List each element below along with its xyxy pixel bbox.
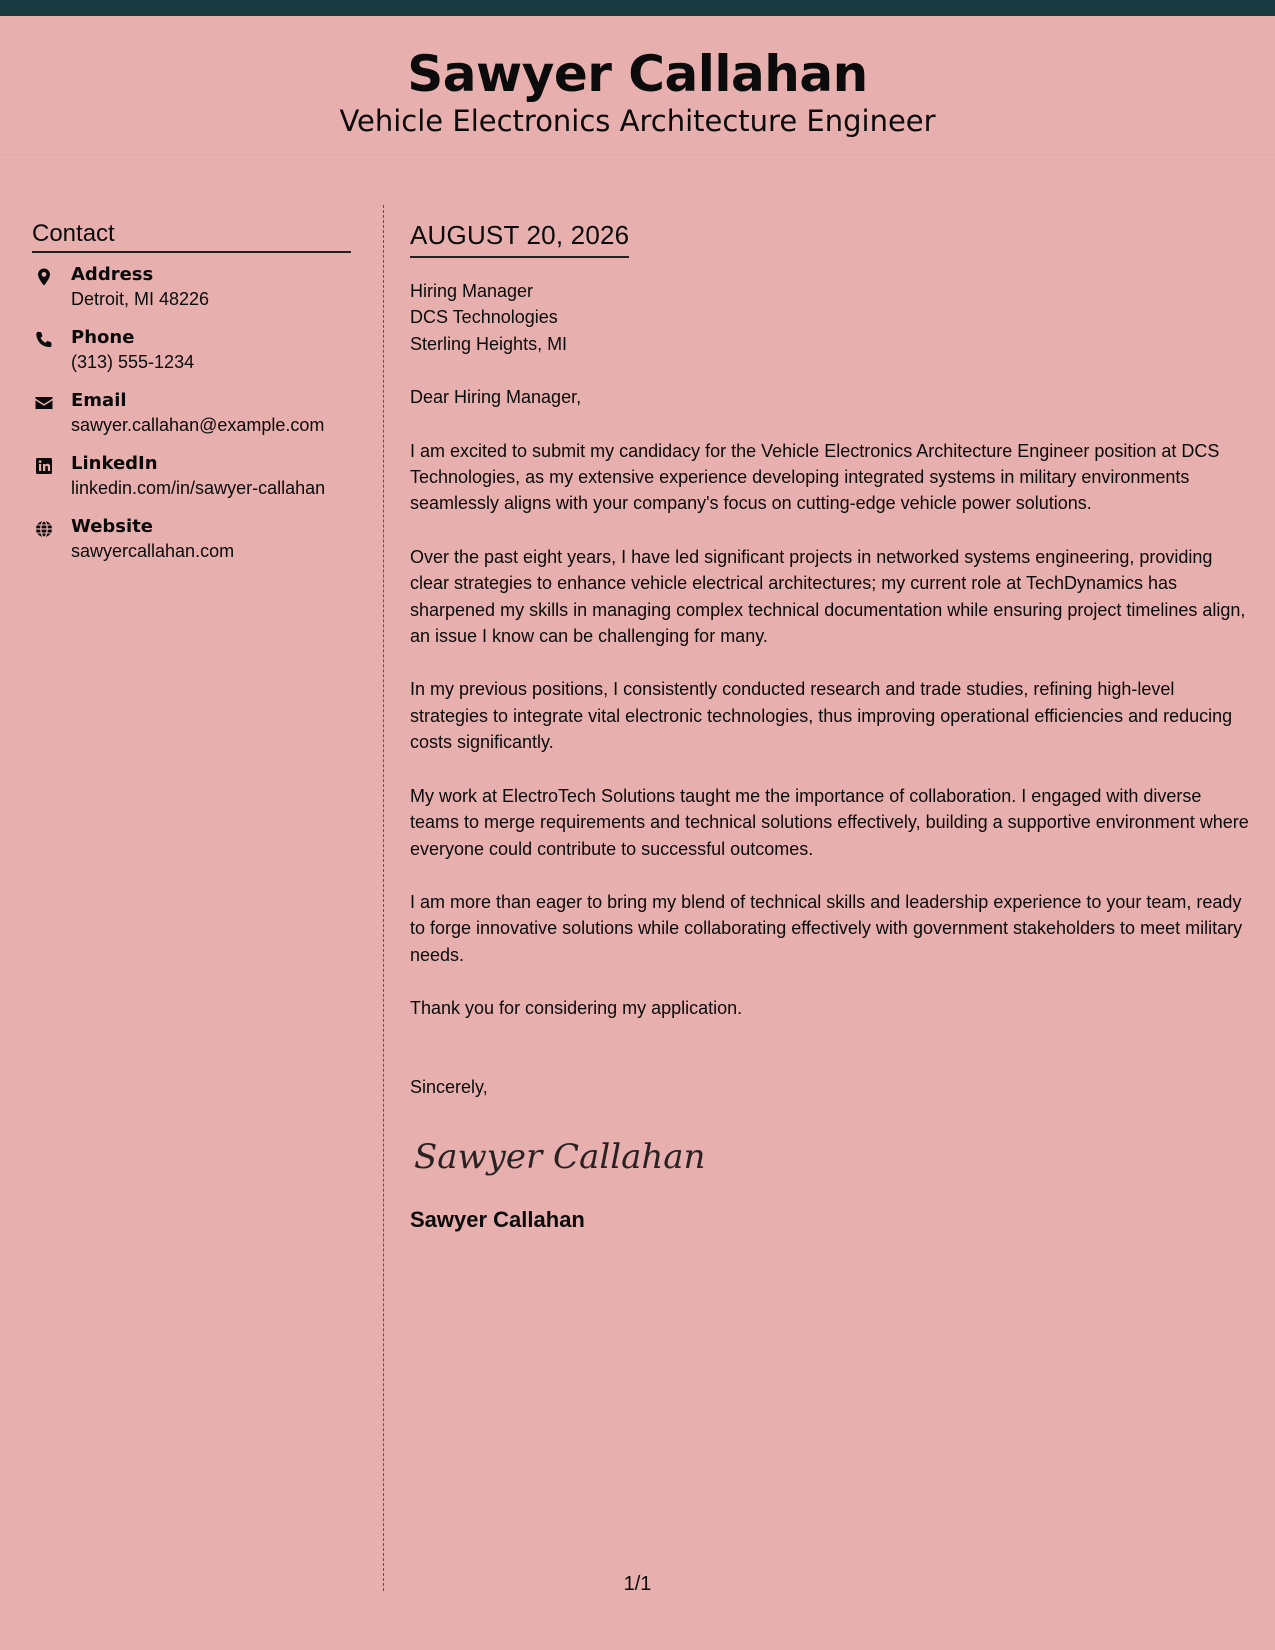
body-paragraph: In my previous positions, I consistently conducted research and trade studies, refining high-level strategies to integrate vital electronic technologies, thus improving operational efficiencies and reducing costs significantly.: [410, 679, 1233, 753]
top-accent-bar: [0, 0, 1275, 16]
letter-body: [410, 218, 1250, 1235]
contact-item-linkedin: [32, 452, 351, 515]
contact-value: sawyer.callahan@example.com: [71, 415, 325, 435]
globe-icon: [34, 519, 54, 539]
contact-list: [32, 263, 351, 578]
recipient-line: Hiring Manager: [410, 281, 534, 301]
recipient-line: Sterling Heights, MI: [410, 333, 568, 354]
thank-you-line: Thank you for considering my application.: [410, 998, 743, 1019]
page-header: [0, 16, 1275, 155]
closing: Sincerely,: [410, 1076, 488, 1097]
signature-text: Sawyer Callahan: [414, 1136, 706, 1177]
signature-image: [410, 1128, 730, 1184]
linkedin-icon: [34, 456, 54, 476]
body-paragraph: My work at ElectroTech Solutions taught me the importance of collaboration. I engaged with diverse teams to merge requirements and technical solutions effectively, building a supportive environment where everyone could contribute to successful outcomes.: [410, 785, 1249, 859]
phone-icon: [34, 330, 54, 350]
applicant-title: Vehicle Electronics Architecture Engineer: [339, 104, 936, 138]
body-paragraph: I am more than eager to bring my blend of technical skills and leadership experience to your team, ready to forge innovative solutions while collaborating effectively with government stakeholders to meet military needs.: [410, 891, 1243, 965]
page-number: 1/1: [623, 1573, 652, 1595]
recipient-block: [410, 278, 1250, 357]
contact-label: Website: [71, 516, 154, 537]
contact-item-website: [32, 515, 351, 578]
contact-heading: Contact: [32, 218, 351, 253]
contact-value: (313) 555-1234: [71, 352, 195, 372]
map-pin-icon: [34, 267, 54, 287]
contact-value[interactable]: linkedin.com/in/sawyer-callahan: [71, 478, 326, 498]
contact-item-email: [32, 389, 351, 452]
contact-sidebar: [32, 218, 351, 578]
contact-value: Detroit, MI 48226: [71, 289, 210, 309]
contact-item-phone: [32, 326, 351, 389]
contact-label: Phone: [71, 327, 135, 348]
applicant-name: Sawyer Callahan: [407, 45, 868, 103]
signer-name: Sawyer Callahan: [410, 1207, 585, 1233]
recipient-line: DCS Technologies: [410, 307, 558, 328]
column-divider: [383, 205, 384, 1591]
contact-label: LinkedIn: [71, 453, 158, 474]
contact-item-address: [32, 263, 351, 326]
contact-label: Email: [71, 390, 127, 411]
body-paragraph: I am excited to submit my candidacy for the Vehicle Electronics Architecture Engineer position at DCS Technologies, as my extensive experience developing integrated systems in military environments seamlessly aligns with your company's focus on cutting-edge vehicle power solutions.: [410, 440, 1220, 514]
date-block: [410, 218, 629, 258]
contact-value[interactable]: sawyercallahan.com: [71, 541, 235, 561]
envelope-icon: [34, 393, 54, 413]
contact-label: Address: [71, 264, 154, 285]
letter-date: AUGUST 20, 2026: [410, 220, 630, 250]
salutation: Dear Hiring Manager,: [410, 387, 582, 408]
body-paragraph: Over the past eight years, I have led significant projects in networked systems engineering, providing clear strategies to enhance vehicle electrical architectures; my current role at TechDynamics has sharpened my skills in managing complex technical documentation while ensuring project timelines align, an issue I know can be challenging for many.: [410, 546, 1246, 647]
